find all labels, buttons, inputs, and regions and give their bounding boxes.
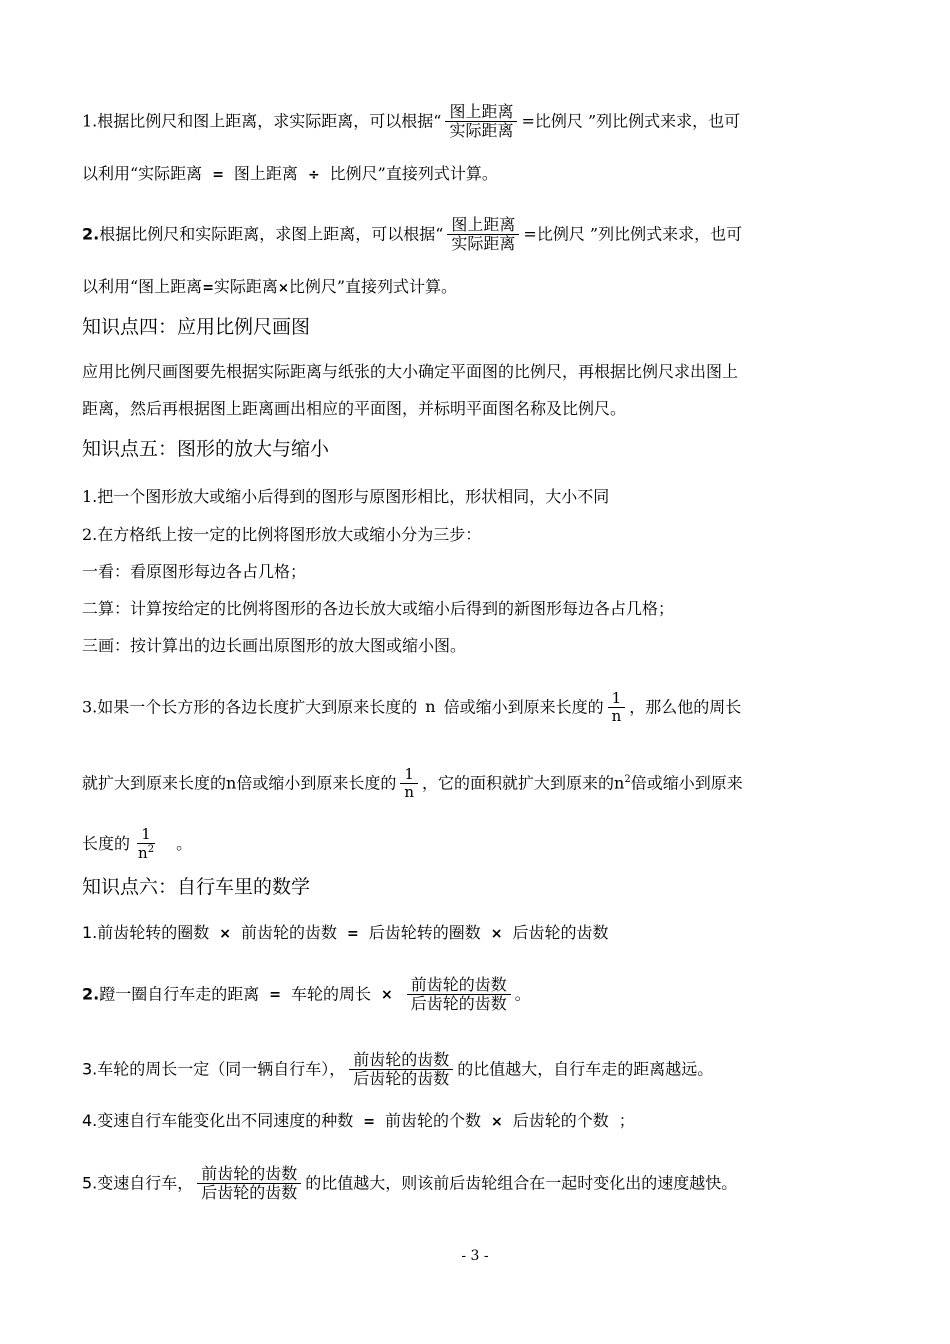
para-5-item-3-end: 长度的 $\frac{1}{n^2}$ 。 [82, 825, 193, 863]
rule-1-text: 1.根据比例尺和图上距离，求实际距离，可以根据“ [82, 111, 442, 131]
para-4-line-2: 距离，然后再根据图上距离画出相应的平面图，并标明平面图名称及比例尺。 [82, 399, 627, 418]
equals-sign: = [347, 926, 359, 942]
fraction: $\frac{1}{n^2}$ [138, 825, 155, 863]
para-5-line-3: 一看：看原图形每边各占几格； [82, 562, 307, 581]
times-sign: × [277, 281, 289, 296]
page-number: - 3 - [461, 1248, 489, 1264]
heading-4: 知识点四：应用比例尺画图 [82, 316, 311, 338]
rule-2: 2.根据比例尺和实际距离，求图上距离，可以根据“ $\frac{\text{图上距离}}{\text{实际距离}}$ =比例尺 ”列比例式来求，也可 [82, 215, 743, 254]
equals-sign: = [212, 167, 224, 183]
rule-1-cont: 以利用“实际距离 = 图上距离 ÷ 比例尺”直接列式计算。 [82, 164, 498, 183]
divide-sign: ÷ [307, 167, 320, 183]
fraction: $\frac{\text{图上距离}}{\text{实际距离}}$ [447, 216, 519, 254]
equals-sign: = [363, 1114, 376, 1130]
fraction: $\frac{\text{前齿轮的齿数}}{\text{后齿轮的齿数}}$ [407, 976, 511, 1014]
fraction: $\frac{\text{前齿轮的齿数}}{\text{后齿轮的齿数}}$ [197, 1165, 301, 1203]
fraction: $\frac{1}{n}$ [400, 766, 418, 802]
rule-2-cont: 以利用“图上距离=实际距离×比例尺”直接列式计算。 [82, 277, 458, 296]
fraction: $\frac{\text{前齿轮的齿数}}{\text{后齿轮的齿数}}$ [349, 1051, 453, 1089]
bike-rule-3: 3.车轮的周长一定（同一辆自行车）， $\frac{\text{前齿轮的齿数}}{\text{后齿轮的齿数}}$ 的比值越大，自行车走的距离越远。 [82, 1050, 714, 1089]
para-5-item-3-cont: 就扩大到原来长度的n倍或缩小到原来长度的 $\frac{1}{n}$ ，它的面积就扩大到原来的$n^2$倍或缩小到原来 [82, 765, 743, 802]
bike-rule-2: 2.蹬一圈自行车走的距离 = 车轮的周长 × $\frac{\text{前齿轮的齿数}}{\text{后齿轮的齿数}}$ 。 [82, 975, 531, 1014]
bike-rule-5: 5.变速自行车， $\frac{\text{前齿轮的齿数}}{\text{后齿轮的齿数}}$ 的比值越大，则该前后齿轮组合在一起时变化出的速度越快。 [82, 1164, 738, 1203]
times-sign: × [380, 987, 393, 1004]
para-4-line-1: 应用比例尺画图要先根据实际距离与纸张的大小确定平面图的比例尺，再根据比例尺求出图上 [82, 362, 739, 381]
fraction: $\frac{1}{n}$ [608, 690, 626, 726]
bike-rule-4: 4.变速自行车能变化出不同速度的种数 = 前齿轮的个数 × 后齿轮的个数 ； [82, 1111, 635, 1130]
equals-sign: = [269, 987, 281, 1004]
heading-5: 知识点五：图形的放大与缩小 [82, 438, 330, 460]
para-5-line-2: 2.在方格纸上按一定的比例将图形放大或缩小分为三步： [82, 525, 482, 544]
equals-sign: = [202, 280, 214, 296]
para-5-line-5: 三画：按计算出的边长画出原图形的放大图或缩小图。 [82, 636, 467, 655]
times-sign: × [490, 926, 503, 942]
para-5-item-3: 3.如果一个长方形的各边长度扩大到原来长度的 n 倍或缩小到原来长度的 $\frac{1}{n}$ ，那么他的周长 [82, 689, 742, 726]
fraction: $\frac{\text{图上距离}}{\text{实际距离}}$ [445, 103, 517, 141]
times-sign: × [491, 1114, 503, 1130]
para-5-line-1: 1.把一个图形放大或缩小后得到的图形与原图形相比，形状相同，大小不同 [82, 487, 610, 506]
bike-rule-1: 1.前齿轮转的圈数 × 前齿轮的齿数 = 后齿轮转的圈数 × 后齿轮的齿数 [82, 923, 609, 942]
heading-6: 知识点六：自行车里的数学 [82, 876, 311, 898]
para-5-line-4: 二算：计算按给定的比例将图形的各边长放大或缩小后得到的新图形每边各占几格； [82, 599, 675, 618]
rule-1 [82, 103, 740, 141]
times-sign: × [219, 926, 232, 942]
rule-1-tail: =比例尺 ”列比例式来求，也可 [521, 111, 741, 131]
